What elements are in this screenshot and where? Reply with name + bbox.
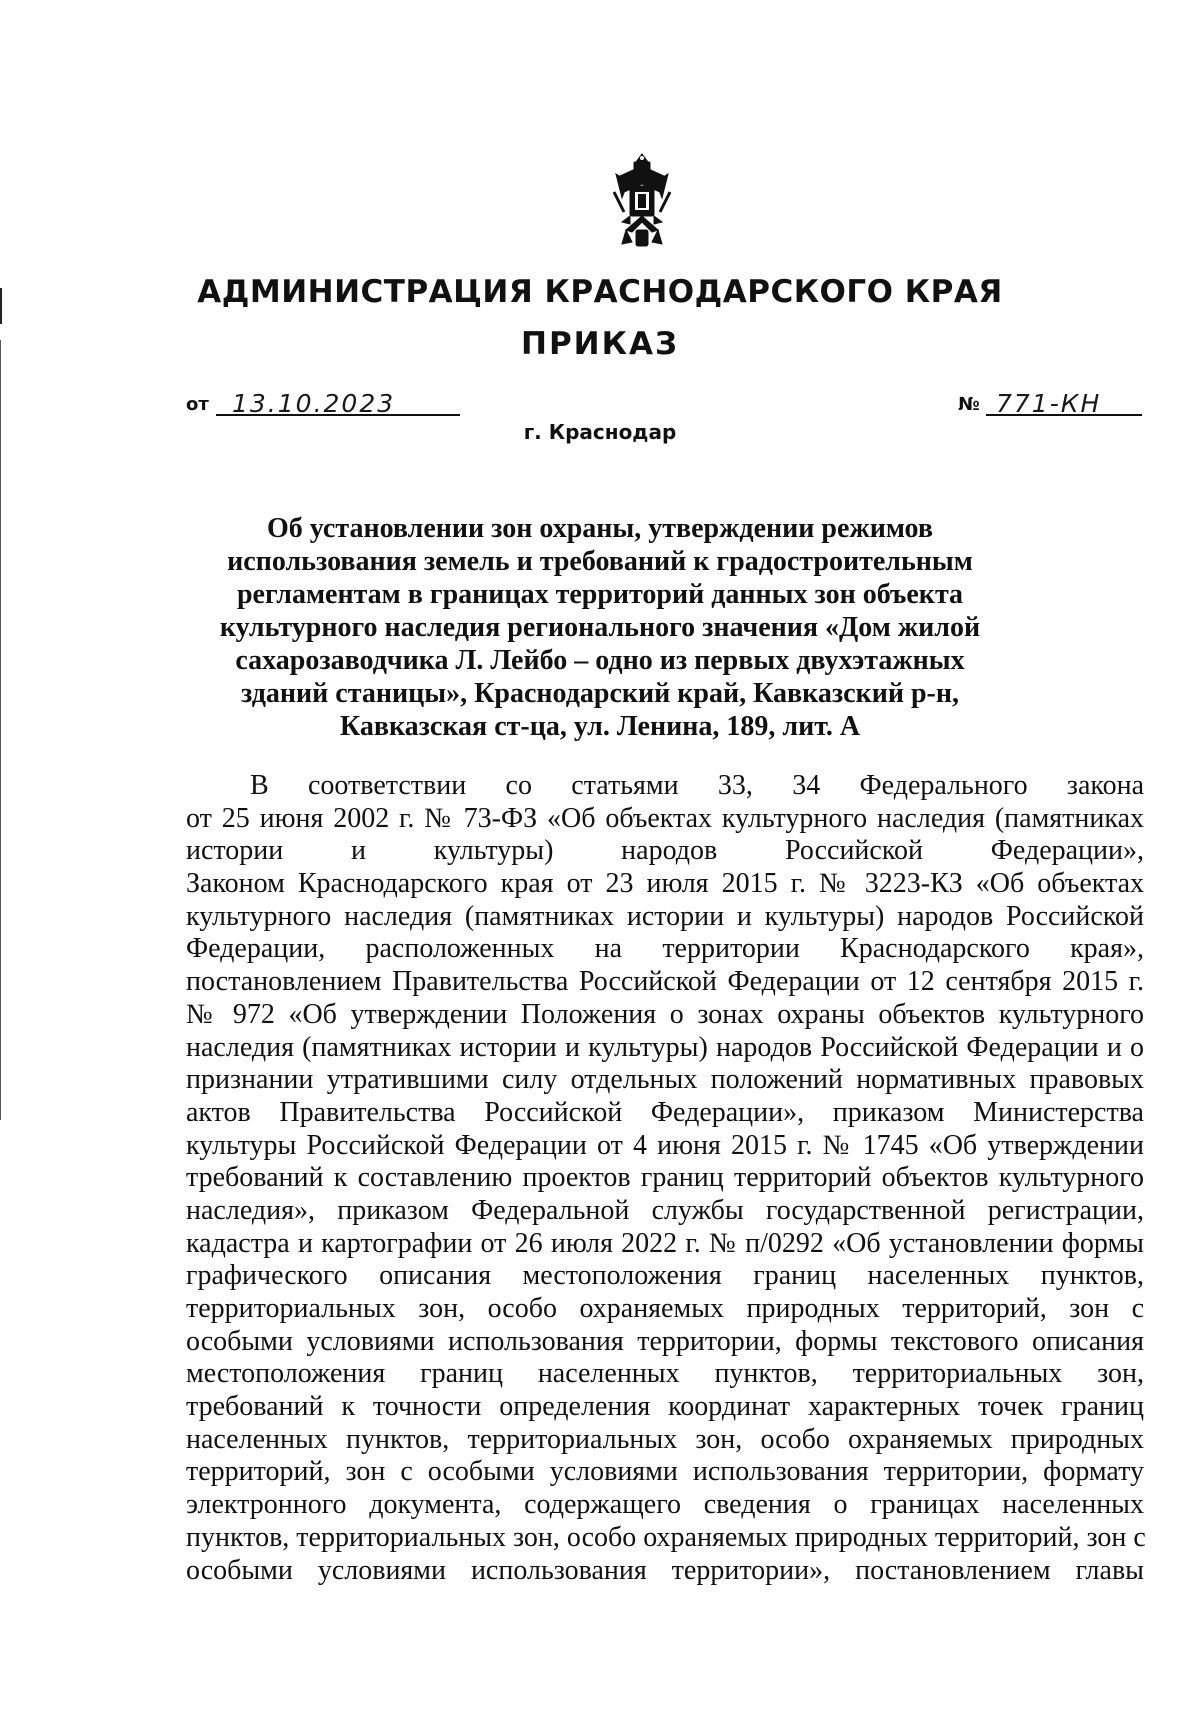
- body-line: культурного наследия (памятниках истории и культуры) народов Российской: [186, 900, 1144, 932]
- body-line: территорий, зон с особыми условиями использования территории, формату: [186, 1456, 1144, 1488]
- body-line: особыми условиями использования территории, формы текстового описания: [186, 1325, 1144, 1357]
- title-line: культурного наследия регионального значения «Дом жилой: [219, 612, 981, 643]
- body-line: местоположения границ населенных пунктов, территориальных зон,: [186, 1358, 1144, 1390]
- title-line: Кавказская ст-ца, ул. Ленина, 189, лит. А: [339, 711, 861, 742]
- body-line: Федерации, расположенных на территории Краснодарского края»,: [186, 933, 1144, 965]
- scan-edge-bottom: [0, 340, 1, 1120]
- organization-name: АДМИНИСТРАЦИЯ КРАСНОДАРСКОГО КРАЯ: [197, 274, 1003, 310]
- body-line: № 972 «Об утверждении Положения о зонах охраны объектов культурного: [186, 998, 1144, 1030]
- body-line: населенных пунктов, территориальных зон, особо охраняемых природных: [186, 1423, 1144, 1455]
- document-type: ПРИКАЗ: [521, 326, 679, 362]
- date-label: от: [186, 394, 209, 415]
- body-line: особыми условиями использования территории», постановлением главы: [186, 1554, 1144, 1586]
- body-line: требований к составлению проектов границ территорий объектов культурного: [186, 1162, 1144, 1194]
- body-line: постановлением Правительства Российской Федерации от 12 сентября 2015 г.: [186, 966, 1144, 998]
- title-line: сахарозаводчика Л. Лейбо – одно из первых двухэтажных: [235, 645, 965, 676]
- document-title: [200, 512, 1000, 743]
- body-line: актов Правительства Российской Федерации», приказом Министерства: [186, 1096, 1144, 1128]
- handwritten-date: 13.10.2023: [232, 389, 396, 418]
- body-line: Законом Краснодарского края от 23 июля 2015 г. № 3223-КЗ «Об объектах: [186, 868, 1144, 900]
- number-label: №: [958, 394, 980, 415]
- body-paragraph: [186, 770, 1144, 1587]
- body-line: электронного документа, содержащего сведения о границах населенных: [186, 1489, 1144, 1521]
- title-line: зданий станицы», Краснодарский край, Кавказский р-н,: [241, 678, 959, 709]
- handwritten-number: 771-КН: [996, 389, 1102, 418]
- title-line: использования земель и требований к градостроительным: [227, 546, 973, 577]
- body-line: признании утратившими силу отдельных положений нормативных правовых: [186, 1064, 1144, 1096]
- body-line: графического описания местоположения границ населенных пунктов,: [186, 1260, 1144, 1292]
- body-line: истории и культуры) народов Российской Федерации»,: [186, 835, 1144, 867]
- body-line: пунктов, территориальных зон, особо охраняемых природных территорий, зон с: [186, 1521, 1146, 1553]
- title-line: Об установлении зон охраны, утверждении режимов: [267, 513, 933, 544]
- body-line: наследия», приказом Федеральной службы государственной регистрации,: [186, 1194, 1144, 1226]
- city: г. Краснодар: [523, 420, 677, 444]
- body-line: культуры Российской Федерации от 4 июня 2015 г. № 1745 «Об утверждении: [186, 1129, 1144, 1161]
- body-line: кадастра и картографии от 26 июля 2022 г. № п/0292 «Об установлении формы: [186, 1227, 1144, 1259]
- body-line: наследия (памятниках истории и культуры) народов Российской Федерации и о: [186, 1031, 1144, 1063]
- krasnodar-krai-coat-of-arms-icon: [612, 152, 672, 252]
- body-line: требований к точности определения координат характерных точек границ: [186, 1391, 1144, 1423]
- body-line: территориальных зон, особо охраняемых природных территорий, зон с: [186, 1293, 1144, 1324]
- body-line: от 25 июня 2002 г. № 73-ФЗ «Об объектах культурного наследия (памятниках: [186, 802, 1144, 834]
- title-line: регламентам в границах территорий данных зон объекта: [236, 579, 964, 610]
- body-line: В соответствии со статьями 33, 34 Федерального закона: [250, 770, 1144, 801]
